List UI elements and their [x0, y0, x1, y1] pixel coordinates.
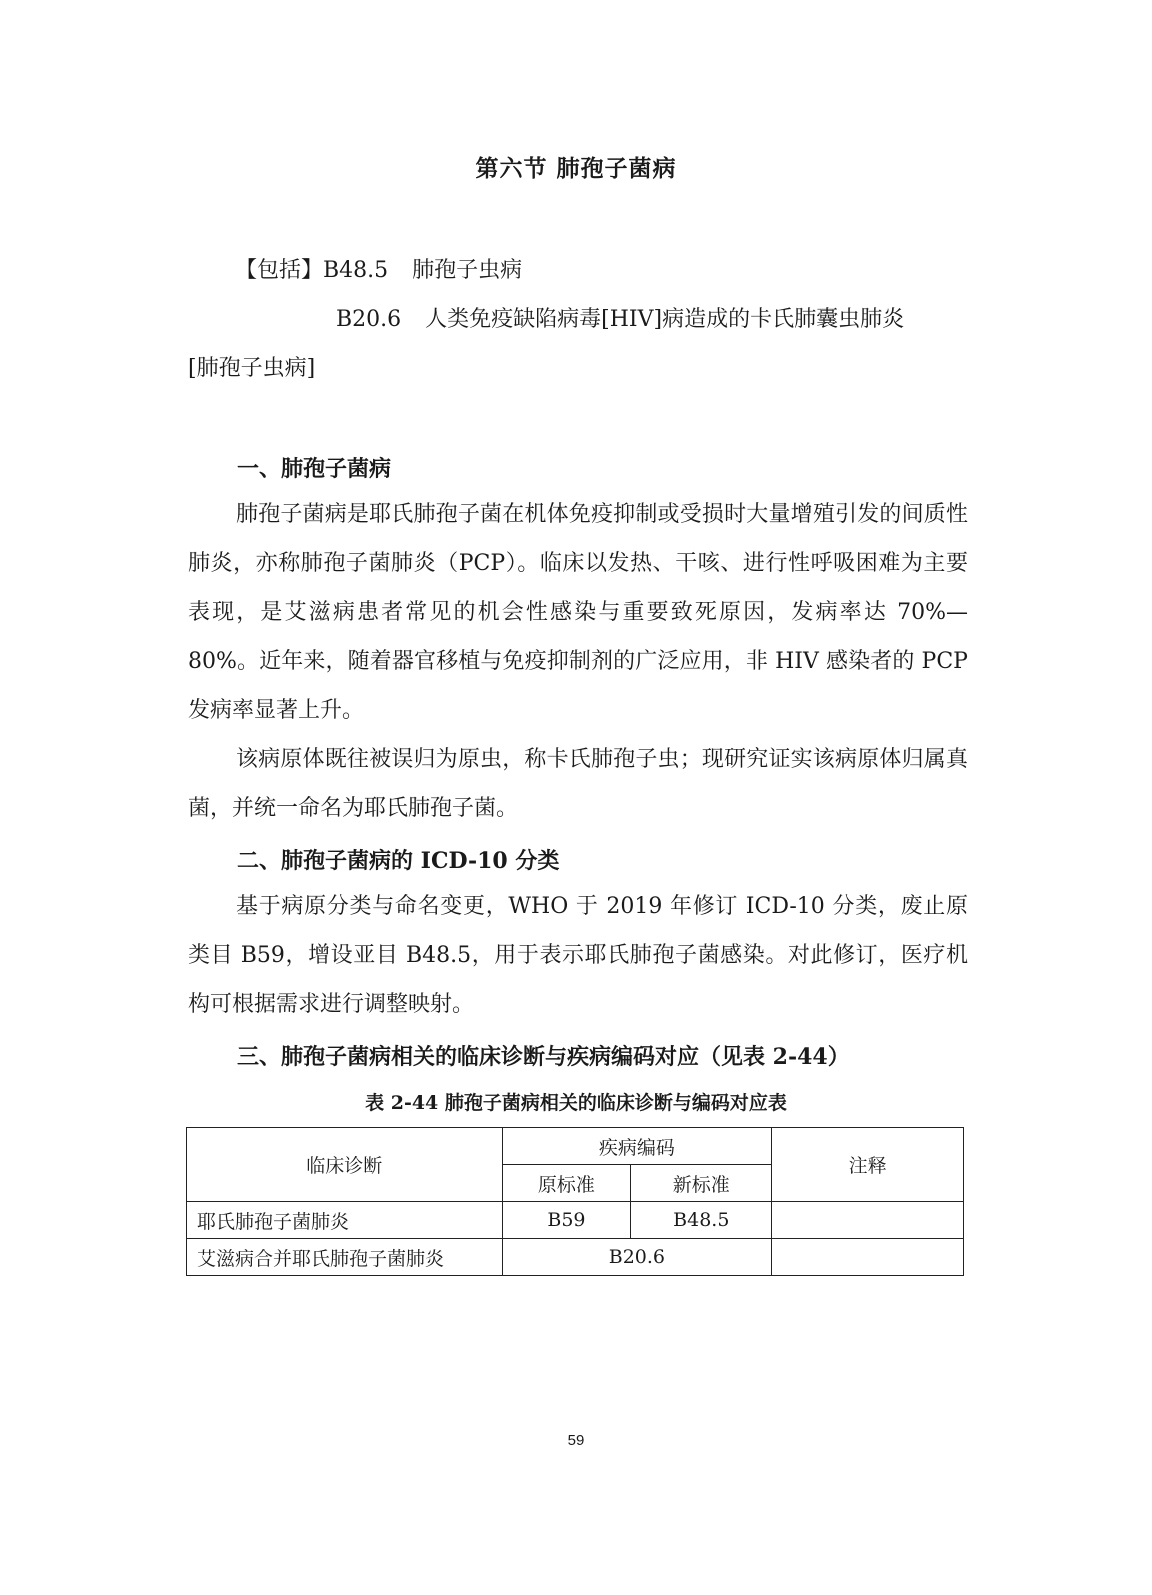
include-line-2 [336, 295, 904, 344]
cell-old-code: B59 [502, 1202, 631, 1239]
include-continuation: [肺孢子虫病] [188, 356, 316, 381]
code-mapping-table [186, 1127, 964, 1276]
cell-merged-code: B20.6 [502, 1239, 772, 1276]
cell-new-code: B48.5 [631, 1202, 772, 1239]
include-desc-1: 肺孢子虫病 [412, 258, 523, 283]
paragraph-3: 基于病原分类与命名变更，WHO 于 2019 年修订 ICD-10 分类，废止原类目 B59，增设亚目 B48.5，用于表示耶氏肺孢子菌感染。对此修订，医疗机构可根据需求进行调整映射。 [188, 894, 968, 1017]
cell-diagnosis: 耶氏肺孢子菌肺炎 [187, 1202, 503, 1239]
table-row [187, 1202, 964, 1239]
paragraph-1: 肺孢子菌病是耶氏肺孢子菌在机体免疫抑制或受损时大量增殖引发的间质性肺炎，亦称肺孢子菌肺炎（PCP）。临床以发热、干咳、进行性呼吸困难为主要表现，是艾滋病患者常见的机会性感染与重要致死原因，发病率达 70%—80%。近年来，随着器官移植与免疫抑制剂的广泛应用，非 HIV 感染者的 PCP 发病率显著上升。 [188, 502, 968, 723]
header-diagnosis: 临床诊断 [187, 1128, 503, 1202]
table-caption: 表 2-44 肺孢子菌病相关的临床诊断与编码对应表 [365, 1092, 787, 1114]
page-number: 59 [567, 1432, 585, 1449]
include-desc-2: 人类免疫缺陷病毒[HIV]病造成的卡氏肺囊虫肺炎 [425, 307, 905, 332]
table-header-row-1 [187, 1128, 964, 1165]
header-old-standard: 原标准 [502, 1165, 631, 1202]
cell-notes [772, 1239, 964, 1276]
include-code-1: B48.5 [323, 258, 389, 283]
paragraph-2: 该病原体既往被误归为原虫，称卡氏肺孢子虫；现研究证实该病原体归属真菌，并统一命名为耶氏肺孢子菌。 [188, 747, 968, 821]
include-line-1 [235, 246, 522, 295]
section-title: 第六节 肺孢子菌病 [475, 155, 677, 182]
header-notes: 注释 [772, 1128, 964, 1202]
heading-1: 一、肺孢子菌病 [237, 456, 392, 482]
heading-3: 三、肺孢子菌病相关的临床诊断与疾病编码对应（见表 2-44） [237, 1044, 850, 1070]
cell-diagnosis: 艾滋病合并耶氏肺孢子菌肺炎 [187, 1239, 503, 1276]
include-label: 【包括】 [235, 258, 324, 283]
header-new-standard: 新标准 [631, 1165, 772, 1202]
table-row [187, 1239, 964, 1276]
cell-notes [772, 1202, 964, 1239]
include-code-2: B20.6 [336, 307, 402, 332]
heading-2: 二、肺孢子菌病的 ICD-10 分类 [237, 848, 560, 874]
header-code-group: 疾病编码 [502, 1128, 772, 1165]
